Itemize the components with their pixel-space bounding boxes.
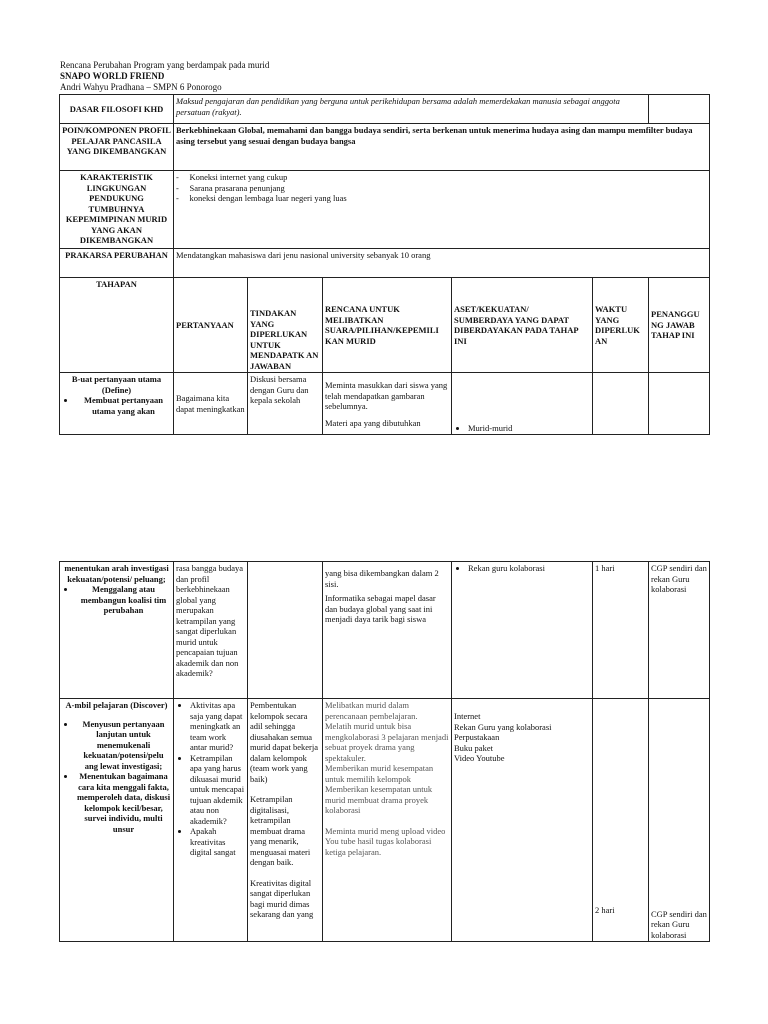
rencana-cell bbox=[323, 699, 452, 942]
col-rencana-header: RENCANA UNTUK MELIBATKAN SUARA/PILIHAN/KEPEMILI KAN MURID bbox=[323, 278, 452, 373]
penanggung-cell bbox=[649, 373, 710, 435]
karakteristik-list bbox=[174, 171, 710, 249]
karakteristik-item: - Sarana prasarana penunjang bbox=[176, 183, 707, 194]
poin-profil-text: Berkebhinekaan Global, memahami dan bangga budaya sendiri, serta berkenan untuk menerima hudaya asing dan mampu memfilter budaya asing tersebut yang sesuai dengan budaya bangsa bbox=[174, 124, 710, 171]
prakarsa-text: Mendatangkan mahasiswa dari jenu nasional university sebanyak 10 orang bbox=[174, 249, 710, 278]
karakteristik-item: - koneksi dengan lembaga luar negeri yang luas bbox=[176, 193, 707, 204]
waktu-cell bbox=[593, 373, 649, 435]
tahapan-header: TAHAPAN bbox=[60, 278, 174, 373]
col-waktu-header: WAKTU YANG DIPERLUK AN bbox=[593, 278, 649, 373]
pertanyaan-cell: Bagaimana kita dapat meningkatkan bbox=[174, 373, 248, 435]
penanggung-cell: CGP sendiri dan rekan Guru kolaborasi bbox=[649, 562, 710, 699]
empty-cell bbox=[649, 95, 710, 124]
tahap-discover-bullet: • Menentukan bagaimana cara kita menggali fakta, memperoleh data, diskusi kelompok kecil/besar, survei individu, multi unsur bbox=[76, 771, 171, 834]
col-aset-header: ASET/KEKUATAN/ SUMBERDAYA YANG DAPAT DIBERDAYAKAN PADA TAHAP INI bbox=[452, 278, 593, 373]
col-penanggung-header: PENANGGU NG JAWAB TAHAP INI bbox=[649, 278, 710, 373]
tindakan-cell: Diskusi bersama dengan Guru dan kepala sekolah bbox=[248, 373, 323, 435]
author-line: Andri Wahyu Pradhana – SMPN 6 Ponorogo bbox=[60, 82, 222, 92]
waktu-cell: 2 hari bbox=[593, 699, 649, 942]
rencana-text: Meminta masukkan dari siswa yang telah mendapatkan gambaran sebelumnya. bbox=[325, 380, 448, 411]
pertanyaan-cell bbox=[174, 699, 248, 942]
tindakan-cell bbox=[248, 699, 323, 942]
tindakan-text: Pembentukan kelompok secara adil sehingga diusahakan semua murid dapat bekerja dalam kelompok (team work yang baik) bbox=[250, 700, 318, 784]
rencana-text: Melatih murid untuk bisa mengkolaborasi 3 pelajaran menjadi sebuat proyek drama yang spektakuler. bbox=[325, 721, 449, 763]
plan-table-bottom bbox=[59, 561, 710, 942]
tahap-define-text: menentukan arah investigasi kekuatan/potensi/ peluang; bbox=[64, 563, 169, 584]
penanggung-cell: CGP sendiri dan rekan Guru kolaborasi bbox=[649, 699, 710, 942]
prakarsa-label: PRAKARSA PERUBAHAN bbox=[60, 249, 174, 278]
tahap-discover-cell bbox=[60, 699, 174, 942]
rencana-text: Melibatkan murid dalam perencanaan pembelajaran. bbox=[325, 700, 418, 721]
pertanyaan-item: • Apakah kreativitas digital sangat bbox=[190, 826, 245, 858]
aset-line: Internet bbox=[454, 711, 481, 721]
plan-table-top bbox=[59, 94, 710, 435]
waktu-cell: 1 hari bbox=[593, 562, 649, 699]
aset-line: Rekan Guru yang kolaborasi bbox=[454, 721, 552, 732]
rencana-text: yang bisa dikembangkan dalam 2 sisi. bbox=[325, 568, 439, 589]
tahap-define-cell bbox=[60, 373, 174, 435]
tindakan-text: Ketrampilan digitalisasi, ketrampilan membuat drama yang menarik, menguasai materi dengan baik. bbox=[250, 794, 311, 867]
aset-cell bbox=[452, 562, 593, 699]
program-title: SNAPO WORLD FRIEND bbox=[60, 71, 165, 81]
rencana-text: Memberikan kesempatan untuk murid membuat drama proyek kolaborasi bbox=[325, 784, 433, 815]
tahap-define-bullet: • Membuat pertanyaan utama yang akan bbox=[76, 395, 171, 416]
rencana-cell bbox=[323, 562, 452, 699]
aset-line: Perpustakaan bbox=[454, 732, 500, 742]
aset-cell bbox=[452, 699, 593, 942]
pertanyaan-item: • Ketrampilan apa yang harus dikuasai murid untuk mencapai tujuan akdemik atau non akademik? bbox=[190, 753, 245, 827]
doc-subtitle: Rencana Perubahan Program yang berdampak pada murid bbox=[60, 60, 270, 70]
aset-line: Buku paket bbox=[454, 742, 493, 753]
rencana-text: Meminta murid meng upload video You tube hasil tugas kolaborasi ketiga pelajaran. bbox=[325, 825, 446, 857]
tindakan-cell bbox=[248, 562, 323, 699]
dasar-filosofi-text: Maksud pengajaran dan pendidikan yang berguna untuk perikehidupan bersama adalah memerdekakan manusia sebagai anggota persatuan (rakyat). bbox=[174, 95, 649, 124]
karakteristik-label: KARAKTERISTIK LINGKUNGAN PENDUKUNG TUMBUHNYA KEPEMIMPINAN MURID YANG AKAN DIKEMBANGKAN bbox=[60, 171, 174, 249]
karakteristik-item: - Koneksi internet yang cukup bbox=[176, 172, 707, 183]
rencana-cell bbox=[323, 373, 452, 435]
tahap-define-continued bbox=[60, 562, 174, 699]
tahap-define-bullet: • Menggalang atau membangun koalisi tim perubahan bbox=[76, 584, 171, 616]
aset-cell bbox=[452, 373, 593, 435]
col-pertanyaan-header: PERTANYAAN bbox=[174, 278, 248, 373]
tahap-define-title: B-uat pertanyaan utama (Define) bbox=[71, 374, 162, 395]
pertanyaan-cell: rasa bangga budaya dan profil berkebhinekaan global yang merupakan ketrampilan yang sangat diperlukan murid untuk pencapaian tujuan akademik dan non akademik? bbox=[174, 562, 248, 699]
aset-item: • Murid-murid bbox=[468, 423, 590, 434]
aset-line: Video Youtube bbox=[454, 753, 505, 763]
pertanyaan-item: • Aktivitas apa saja yang dapat meningkatk an team work antar murid? bbox=[190, 700, 245, 753]
tindakan-text: Kreativitas digital sangat diperlukan bagi murid dimas sekarang dan yang bbox=[250, 877, 314, 919]
rencana-text: Materi apa yang dibutuhkan bbox=[325, 417, 421, 428]
tahap-discover-bullet: • Menyusun pertanyaan lanjutan untuk menemukenali kekuatan/potensi/pelu ang lewat investigasi; bbox=[76, 719, 171, 772]
rencana-text: Memberikan murid kesempatan untuk memilih kelompok bbox=[325, 763, 434, 784]
aset-item: • Rekan guru kolaborasi bbox=[468, 563, 590, 574]
tahap-discover-title: A-mbil pelajaran (Discover) bbox=[65, 700, 168, 710]
col-tindakan-header: TINDAKAN YANG DIPERLUKAN UNTUK MENDAPATK AN JAWABAN bbox=[248, 278, 323, 373]
poin-profil-label: POIN/KOMPONEN PROFIL PELAJAR PANCASILA YANG DIKEMBANGKAN bbox=[60, 124, 174, 171]
rencana-text: Informatika sebagai mapel dasar dan budaya global yang saat ini menjadi daya tarik bagi siswa bbox=[325, 593, 436, 624]
dasar-filosofi-label: DASAR FILOSOFI KHD bbox=[60, 95, 174, 124]
